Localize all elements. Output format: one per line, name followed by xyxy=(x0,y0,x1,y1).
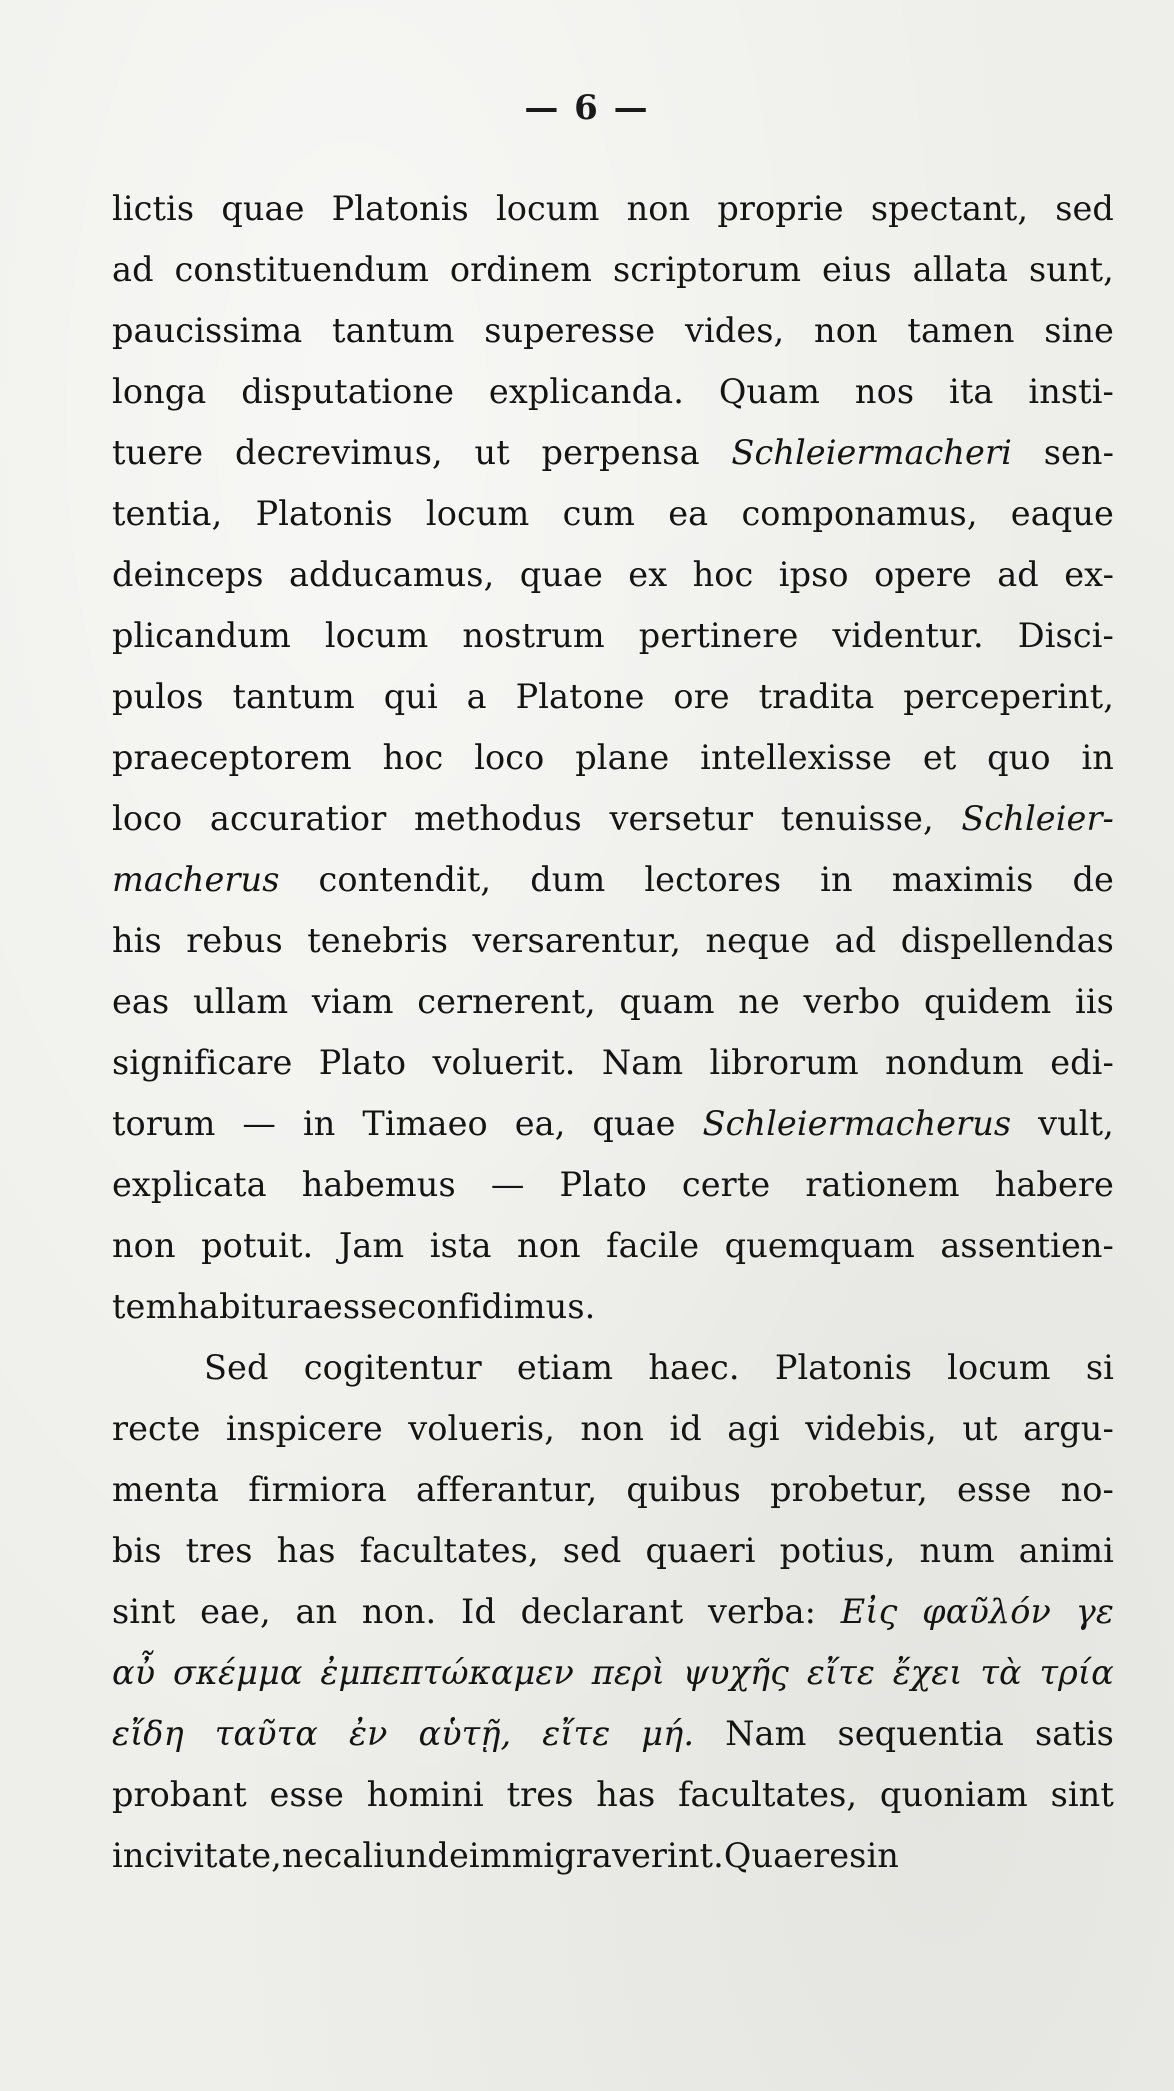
text-line: sint eae, an non. Id declarant verba: Εἰς φαῦλόν γε xyxy=(112,1592,1114,1631)
text-line: pulos tantum qui a Platone ore tradita perceperint, xyxy=(112,677,1114,716)
text-line: loco accuratior methodus versetur tenuisse, Schleier- xyxy=(112,799,1114,838)
text-line: αὖ σκέμμα ἐμπεπτώκαμεν περὶ ψυχῆς εἴτε ἔχει τὰ τρία xyxy=(112,1653,1114,1692)
text-line: recte inspicere volueris, non id agi videbis, ut argu- xyxy=(112,1409,1114,1448)
text-line: tem habitura esse confidimus. xyxy=(112,1287,596,1326)
text-line: eas ullam viam cernerent, quam ne verbo quidem iis xyxy=(112,982,1114,1021)
text-line: macherus contendit, dum lectores in maximis de xyxy=(112,860,1114,899)
text-line: non potuit. Jam ista non facile quemquam assentien- xyxy=(112,1226,1114,1265)
text-line: praeceptorem hoc loco plane intellexisse et quo in xyxy=(112,738,1114,777)
text-line: significare Plato voluerit. Nam librorum nondum edi- xyxy=(112,1043,1114,1082)
text-line: explicata habemus — Plato certe rationem habere xyxy=(112,1165,1114,1204)
text-line: in civitate, nec aliunde immigraverint. Quae res in xyxy=(112,1836,899,1875)
text-line: ad constituendum ordinem scriptorum eius allata sunt, xyxy=(112,250,1114,289)
text-line: tuere decrevimus, ut perpensa Schleiermacheri sen- xyxy=(112,433,1114,472)
page-number: — 6 — xyxy=(524,88,650,128)
text-line: lictis quae Platonis locum non proprie spectant, sed xyxy=(112,189,1114,228)
text-line: menta firmiora afferantur, quibus probetur, esse no- xyxy=(112,1470,1114,1509)
text-line: bis tres has facultates, sed quaeri potius, num animi xyxy=(112,1531,1114,1570)
text-line: deinceps adducamus, quae ex hoc ipso opere ad ex- xyxy=(112,555,1114,594)
text-line: εἴδη ταῦτα ἐν αὑτῇ, εἴτε μή. Nam sequentia satis xyxy=(112,1714,1114,1753)
text-line: torum — in Timaeo ea, quae Schleiermacherus vult, xyxy=(112,1104,1114,1143)
text-line: longa disputatione explicanda. Quam nos ita insti- xyxy=(112,372,1114,411)
text-line: his rebus tenebris versarentur, neque ad dispellendas xyxy=(112,921,1114,960)
body-text xyxy=(112,178,1114,1886)
text-line: paucissima tantum superesse vides, non tamen sine xyxy=(112,311,1114,350)
text-line: plicandum locum nostrum pertinere videntur. Disci- xyxy=(112,616,1114,655)
text-line: Sed cogitentur etiam haec. Platonis locum si xyxy=(204,1348,1114,1387)
text-line: tentia, Platonis locum cum ea componamus, eaque xyxy=(112,494,1114,533)
paragraph xyxy=(112,178,1114,1337)
text-line: probant esse homini tres has facultates, quoniam sint xyxy=(112,1775,1114,1814)
paragraph xyxy=(112,1337,1114,1886)
